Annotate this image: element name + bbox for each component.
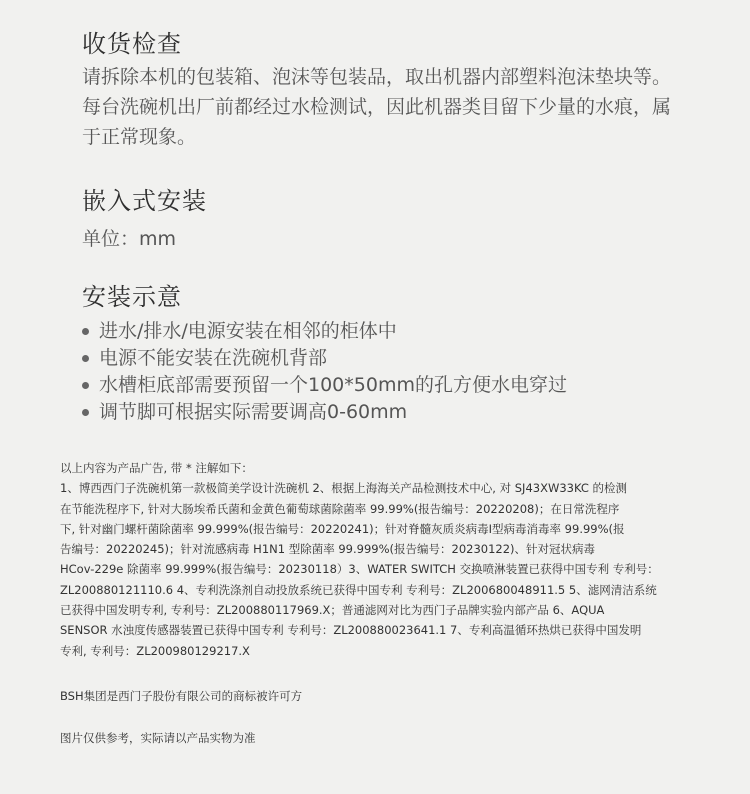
trademark-note: BSH集团是西门子股份有限公司的商标被许可方 [60,689,303,703]
list-item: 电源不能安装在洗碗机背部 [82,345,567,372]
disclaimer-line: 下, 针对幽门螺杆菌除菌率 99.999%(报告编号：20220241)；针对脊髓灰质炎病毒I型病毒消毒率 99.99%(报 [60,521,625,536]
image-note: 图片仅供参考，实际请以产品实物为准 [60,731,256,745]
disclaimer-block [60,458,700,661]
disclaimer-line: 1、博西西门子洗碗机第一款极简美学设计洗碗机 2、根据上海海关产品检测技术中心, 对 SJ43XW33KC 的检测 [60,481,628,496]
list-item: 调节脚可根据实际需要调高0-60mm [82,399,567,426]
bullet-icon [82,409,89,416]
bullet-icon [82,355,89,362]
unit-label: 单位：mm [82,228,177,250]
disclaimer-line: HCov-229e 除菌率 99.999%(报告编号：20230118）3、WATER SWITCH 交换喷淋装置已获得中国专利 专利号： [60,562,659,577]
disclaimer-line: 已获得中国发明专利, 专利号：ZL200880117969.X；普通滤网对比为西门子品牌实验内部产品 6、AQUA [60,603,605,618]
disclaimer-line: ZL200880121110.6 4、专利洗涤剂自动投放系统已获得中国专利 专利号：ZL200680048911.5 5、滤网清洁系统 [60,582,657,597]
install-notes-list [82,318,567,426]
disclaimer-line: SENSOR 水浊度传感器装置已获得中国专利 专利号：ZL200880023641.1 7、专利高温循环热烘已获得中国发明 [60,623,642,638]
list-item: 进水/排水/电源安装在相邻的柜体中 [82,318,567,345]
bullet-icon [82,382,89,389]
bullet-icon [82,328,89,335]
disclaimer-line: 以上内容为产品广告, 带 * 注解如下： [60,461,253,475]
list-item: 水槽柜底部需要预留一个100*50mm的孔方便水电穿过 [82,372,567,399]
disclaimer-line: 告编号：20220245)；针对流感病毒 H1N1 型除菌率 99.999%(报告编号：20230122)、针对冠状病毒 [60,542,596,557]
inspection-title: 收货检查 [82,30,182,58]
diagram-title: 安装示意 [82,283,182,311]
disclaimer-line: 专利, 专利号：ZL200980129217.X [60,643,250,658]
disclaimer-line: 在节能洗程序下, 针对大肠埃希氏菌和金黄色葡萄球菌除菌率 99.99%(报告编号：20220208)；在日常洗程序 [60,501,620,516]
builtin-title: 嵌入式安装 [82,187,207,215]
inspection-body: 请拆除本机的包装箱、泡沫等包装品，取出机器内部塑料泡沫垫块等。每台洗碗机出厂前都经过水检测试，因此机器类目留下少量的水痕，属于正常现象。 [82,66,672,148]
